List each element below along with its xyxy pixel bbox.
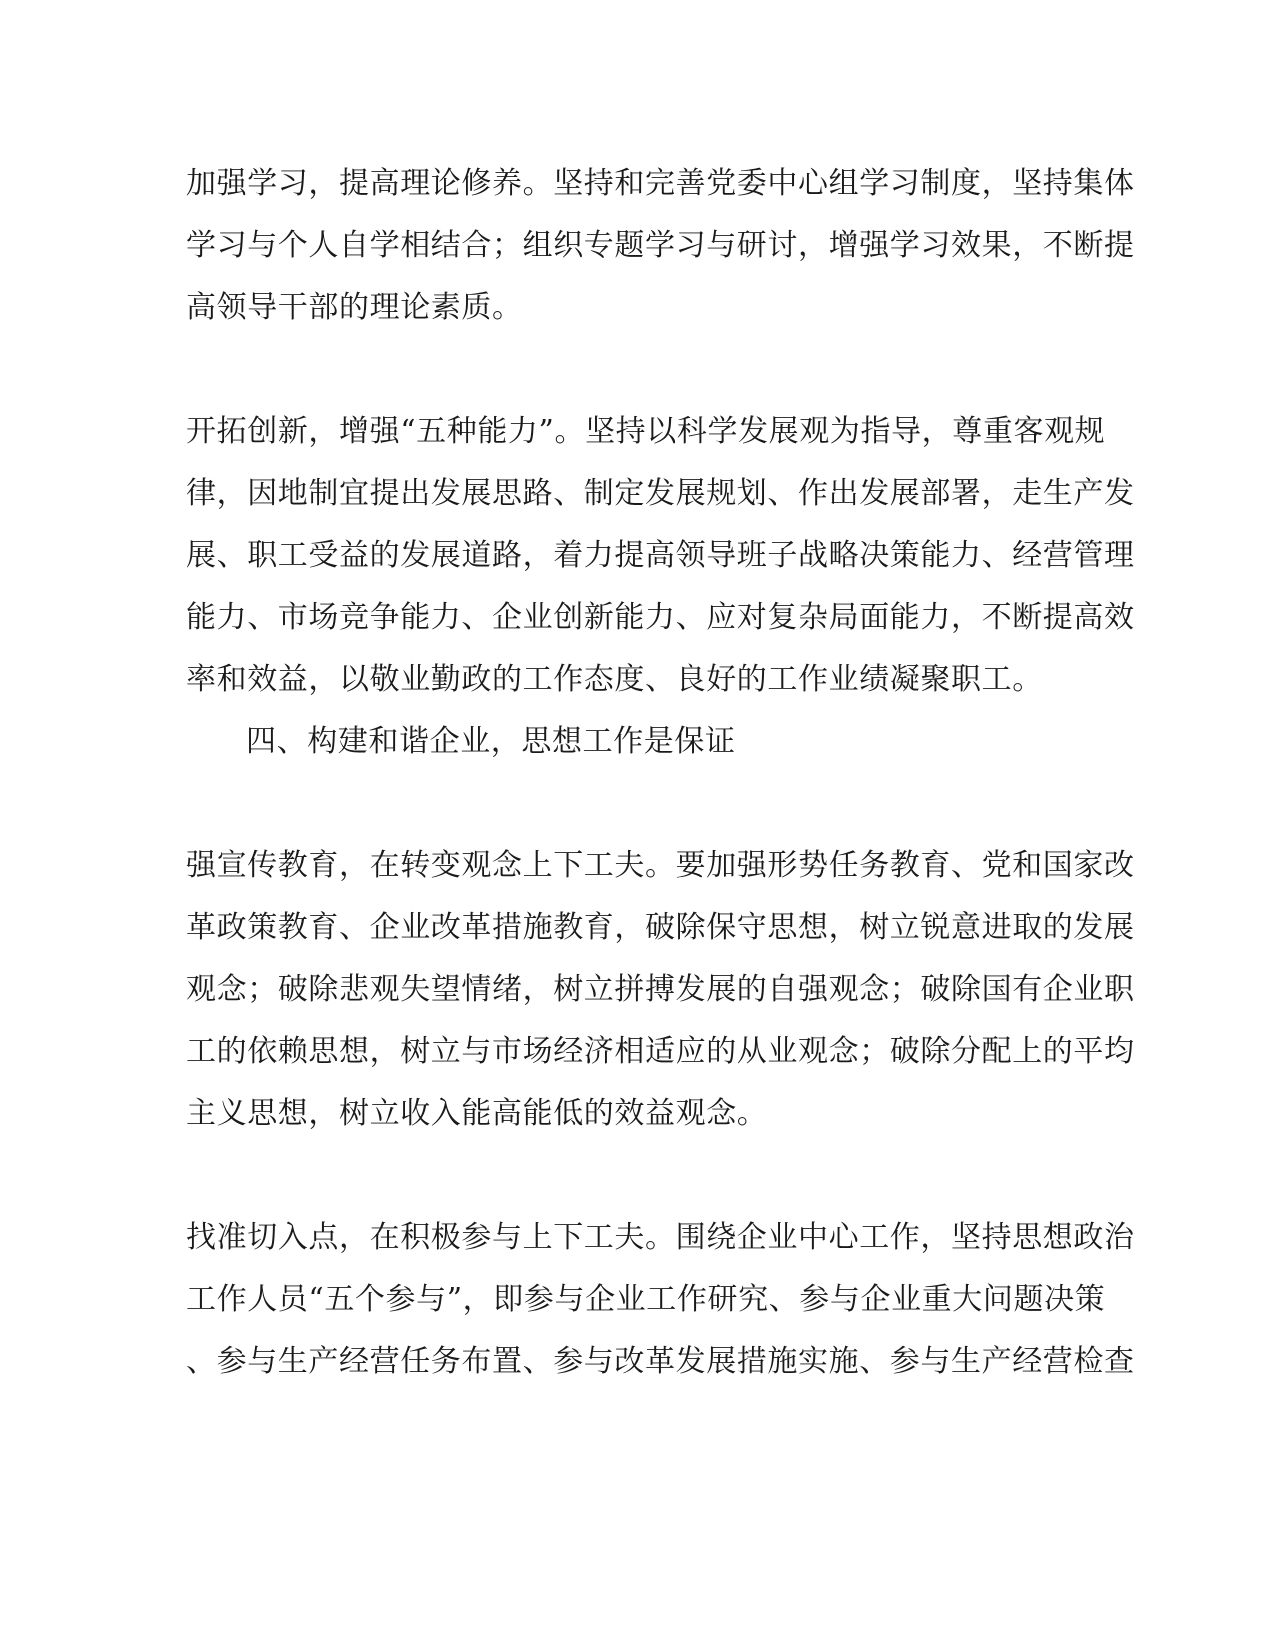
text-line: 能力、市场竞争能力、企业创新能力、应对复杂局面能力，不断提高效 xyxy=(186,600,1135,635)
text-line: 学习与个人自学相结合；组织专题学习与研讨，增强学习效果，不断提 xyxy=(186,228,1135,263)
text-line: 工的依赖思想，树立与市场经济相适应的从业观念；破除分配上的平均 xyxy=(186,1034,1135,1069)
text-line: 革政策教育、企业改革措施教育，破除保守思想，树立锐意进取的发展 xyxy=(186,910,1135,945)
text-line: 展、职工受益的发展道路，着力提高领导班子战略决策能力、经营管理 xyxy=(186,538,1135,573)
text-line: 开拓创新，增强“五种能力”。坚持以科学发展观为指导，尊重客观规 xyxy=(186,414,1106,449)
text-line: 主义思想，树立收入能高能低的效益观念。 xyxy=(186,1096,768,1131)
text-line: 加强学习，提高理论修养。坚持和完善党委中心组学习制度，坚持集体 xyxy=(186,166,1135,201)
text-line: 工作人员“五个参与”，即参与企业工作研究、参与企业重大问题决策 xyxy=(186,1282,1106,1317)
text-line: 观念；破除悲观失望情绪，树立拼搏发展的自强观念；破除国有企业职 xyxy=(186,972,1135,1007)
text-line: 强宣传教育，在转变观念上下工夫。要加强形势任务教育、党和国家改 xyxy=(186,848,1135,883)
text-line: 找准切入点，在积极参与上下工夫。围绕企业中心工作，坚持思想政治 xyxy=(186,1220,1135,1255)
text-line: 、参与生产经营任务布置、参与改革发展措施实施、参与生产经营检查 xyxy=(186,1344,1135,1379)
section-heading: 四、构建和谐企业，思想工作是保证 xyxy=(246,724,736,759)
text-line: 高领导干部的理论素质。 xyxy=(186,290,523,325)
text-line: 律，因地制宜提出发展思路、制定发展规划、作出发展部署，走生产发 xyxy=(186,476,1135,511)
text-line: 率和效益，以敬业勤政的工作态度、良好的工作业绩凝聚职工。 xyxy=(186,662,1043,697)
